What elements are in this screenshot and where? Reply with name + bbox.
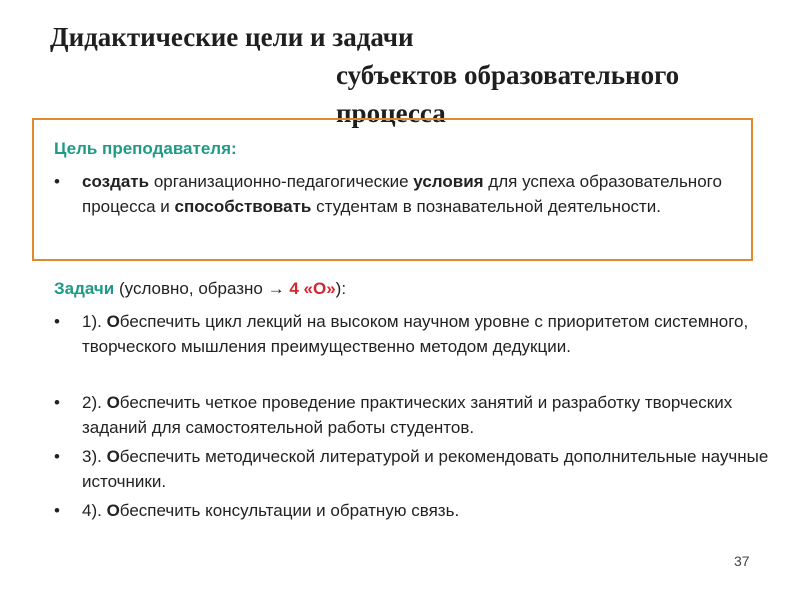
task-body: беспечить четкое проведение практических занятий и разработку творческих заданий для самостоятельной работы студентов. [82,393,733,437]
goal-verb-create: создать [82,172,150,191]
task-number: 1). [82,312,107,331]
task-text [82,390,782,440]
tasks-end: ): [335,279,347,298]
task-text [82,498,782,523]
goal-text [82,169,722,219]
task-initial: О [106,447,120,466]
task-body: беспечить методической литературой и рекомендовать дополнительные научные источники. [82,447,769,491]
tasks-label: Задачи [54,279,115,298]
task-initial: О [106,501,120,520]
tasks-middle: (условно, образно [114,279,268,298]
goal-text-part: организационно-педагогические [149,172,414,191]
bullet-dot: • [54,393,60,412]
bullet-dot: • [54,312,60,331]
bullet-dot: • [54,172,60,191]
goal-word-conditions: условия [413,172,484,191]
goal-heading: Цель преподавателя: [54,139,237,158]
task-body: беспечить консультации и обратную связь. [119,501,460,520]
task-text [82,444,782,494]
slide-title-line-3: процесса [336,98,446,128]
task-body: беспечить цикл лекций на высоком научном уровне с приоритетом системного, творческого мышления преимущественно методом дедукции. [82,312,749,356]
tasks-heading [54,279,346,299]
goal-text-part: для успеха образовательного процесса и [82,172,722,216]
task-text [82,309,782,359]
task-initial: О [106,312,120,331]
bullet-dot: • [54,447,60,466]
slide-title-line-2: субъектов образовательного [336,60,680,90]
arrow-right-icon: → [267,279,285,298]
task-initial: О [106,393,120,412]
task-number: 2). [82,393,107,412]
slide-title-line-1: Дидактические цели и задачи [50,22,414,52]
task-number: 3). [82,447,107,466]
goal-text-part: студентам в познавательной деятельности. [311,197,662,216]
task-number: 4). [82,501,107,520]
goal-verb-facilitate: способствовать [174,197,312,216]
tasks-highlight: 4 «О» [289,279,336,298]
page-number: 37 [734,553,750,569]
bullet-dot: • [54,501,60,520]
